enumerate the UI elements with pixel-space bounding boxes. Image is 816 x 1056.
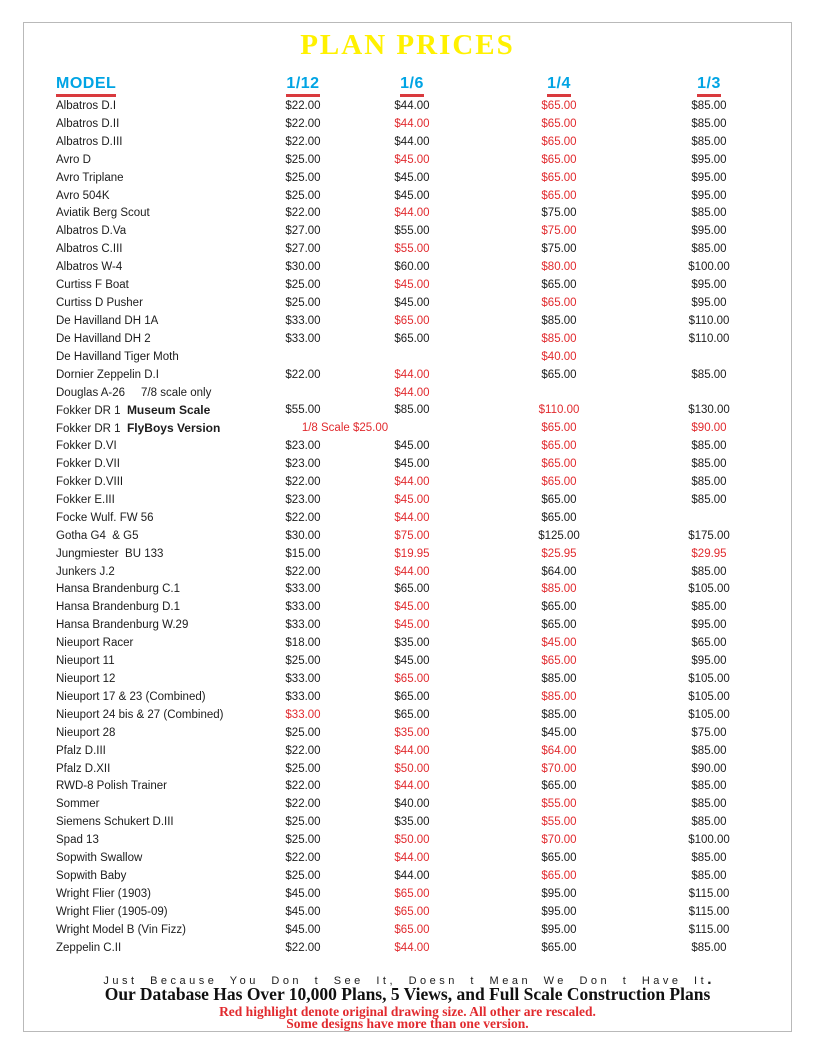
price-cell: $85.00 bbox=[691, 601, 727, 614]
price-cell: $85.00 bbox=[541, 314, 577, 327]
price-cell: $65.00 bbox=[394, 314, 430, 327]
price-cell: $25.00 bbox=[285, 834, 321, 847]
footer-tagline-text: Just Because You Don t See It, Doesn t Mean We Don t Have It bbox=[103, 975, 708, 987]
price-cell: $25.00 bbox=[285, 816, 321, 829]
price-cell: $45.00 bbox=[541, 637, 577, 650]
model-name: Dornier Zeppelin D.I bbox=[56, 368, 159, 381]
price-cell: $44.00 bbox=[394, 744, 430, 757]
price-cell: $44.00 bbox=[394, 117, 430, 130]
table-row bbox=[24, 223, 791, 241]
model-name: De Havilland Tiger Moth bbox=[56, 350, 179, 363]
price-cell: $50.00 bbox=[394, 762, 430, 775]
price-cell: $65.00 bbox=[541, 493, 577, 506]
model-name: Nieuport 28 bbox=[56, 726, 116, 739]
table-row bbox=[24, 814, 791, 832]
price-cell: $22.00 bbox=[285, 135, 321, 148]
table-row bbox=[24, 116, 791, 134]
price-cell: $65.00 bbox=[394, 905, 430, 918]
table-row bbox=[24, 832, 791, 850]
model-name: Sopwith Swallow bbox=[56, 852, 143, 865]
table-row bbox=[24, 170, 791, 188]
price-cell: $25.00 bbox=[285, 153, 321, 166]
price-cell: $85.00 bbox=[691, 117, 727, 130]
price-cell: $45.00 bbox=[394, 619, 430, 632]
table-row bbox=[24, 528, 791, 546]
price-cell: $110.00 bbox=[688, 332, 730, 345]
model-name: Nieuport Racer bbox=[56, 637, 134, 650]
price-cell: $90.00 bbox=[691, 422, 727, 435]
model-name: Curtiss D Pusher bbox=[56, 296, 143, 309]
price-cell: $85.00 bbox=[691, 780, 727, 793]
table-row bbox=[24, 438, 791, 456]
table-row bbox=[24, 188, 791, 206]
price-cell: $64.00 bbox=[541, 744, 577, 757]
footer-database-line: Our Database Has Over 10,000 Plans, 5 Views, and Full Scale Construction Plans bbox=[104, 984, 711, 1004]
price-cell: $22.00 bbox=[285, 368, 321, 381]
price-cell: $35.00 bbox=[394, 816, 430, 829]
price-cell: $33.00 bbox=[285, 314, 321, 327]
model-name: Fokker D.VIII bbox=[56, 476, 124, 489]
model-name: Hansa Brandenburg W.29 bbox=[56, 619, 189, 632]
price-cell: $65.00 bbox=[541, 296, 577, 309]
price-table-rows bbox=[24, 98, 791, 958]
price-cell: $45.00 bbox=[394, 493, 430, 506]
model-name: Albatros D.III bbox=[56, 135, 123, 148]
table-row bbox=[24, 922, 791, 940]
model-name: Albatros W-4 bbox=[56, 261, 123, 274]
price-cell: $44.00 bbox=[394, 476, 430, 489]
price-cell: $75.00 bbox=[541, 225, 577, 238]
price-cell: $29.95 bbox=[691, 547, 727, 560]
price-cell: $105.00 bbox=[688, 708, 730, 721]
table-header bbox=[24, 75, 791, 99]
price-cell: $40.00 bbox=[541, 350, 577, 363]
table-row bbox=[24, 564, 791, 582]
price-cell: $65.00 bbox=[394, 923, 430, 936]
footer-tagline-period: . bbox=[707, 971, 712, 988]
price-cell: $65.00 bbox=[541, 135, 577, 148]
model-name: Fokker DR 1 FlyBoys Version bbox=[56, 421, 221, 436]
price-cell: $85.00 bbox=[691, 852, 727, 865]
price-cell: $23.00 bbox=[285, 440, 321, 453]
price-cell: $45.00 bbox=[541, 726, 577, 739]
price-cell: $22.00 bbox=[285, 100, 321, 112]
table-row bbox=[24, 385, 791, 403]
price-cell: $65.00 bbox=[541, 422, 577, 435]
price-cell: $65.00 bbox=[541, 511, 577, 524]
model-name: De Havilland DH 1A bbox=[56, 314, 159, 327]
price-cell: $85.00 bbox=[691, 798, 727, 811]
table-row bbox=[24, 510, 791, 528]
price-cell: $65.00 bbox=[541, 780, 577, 793]
page-border bbox=[23, 22, 792, 1032]
price-cell: $22.00 bbox=[285, 744, 321, 757]
price-cell: $95.00 bbox=[691, 153, 727, 166]
table-row bbox=[24, 420, 791, 438]
price-cell: $75.00 bbox=[394, 529, 430, 542]
table-row bbox=[24, 850, 791, 868]
model-name: Avro 504K bbox=[56, 189, 110, 202]
table-row bbox=[24, 152, 791, 170]
price-cell: $65.00 bbox=[394, 708, 430, 721]
price-cell: $44.00 bbox=[394, 135, 430, 148]
price-span-cell: 1/8 Scale $25.00 bbox=[301, 422, 389, 435]
price-cell: $22.00 bbox=[285, 780, 321, 793]
price-cell: $45.00 bbox=[394, 458, 430, 471]
table-row bbox=[24, 402, 791, 420]
price-cell: $45.00 bbox=[285, 905, 321, 918]
table-row bbox=[24, 689, 791, 707]
price-cell: $65.00 bbox=[394, 887, 430, 900]
model-name: De Havilland DH 2 bbox=[56, 332, 151, 345]
price-cell: $22.00 bbox=[285, 565, 321, 578]
price-cell: $30.00 bbox=[285, 261, 321, 274]
price-cell: $85.00 bbox=[541, 690, 577, 703]
price-cell: $65.00 bbox=[541, 941, 577, 954]
price-cell: $100.00 bbox=[688, 261, 730, 274]
price-cell: $45.00 bbox=[285, 923, 321, 936]
price-cell: $85.00 bbox=[691, 493, 727, 506]
price-cell: $22.00 bbox=[285, 476, 321, 489]
price-cell: $85.00 bbox=[394, 404, 430, 417]
price-cell: $25.00 bbox=[285, 171, 321, 184]
price-cell: $85.00 bbox=[541, 332, 577, 345]
price-cell: $25.00 bbox=[285, 296, 321, 309]
price-cell: $85.00 bbox=[541, 673, 577, 685]
model-name: Wright Flier (1903) bbox=[56, 887, 152, 900]
table-row bbox=[24, 653, 791, 671]
price-cell: $64.00 bbox=[541, 565, 577, 578]
price-cell: $65.00 bbox=[541, 279, 577, 292]
model-name: Hansa Brandenburg C.1 bbox=[56, 583, 181, 596]
column-header-1-3: 1/3 bbox=[659, 75, 759, 97]
price-cell: $45.00 bbox=[394, 153, 430, 166]
price-cell: $95.00 bbox=[691, 655, 727, 668]
price-cell: $115.00 bbox=[688, 887, 730, 900]
model-name: Fokker DR 1 Museum Scale bbox=[56, 403, 211, 418]
price-cell: $30.00 bbox=[285, 529, 321, 542]
price-cell: $85.00 bbox=[691, 440, 727, 453]
model-variant-label: Museum Scale bbox=[126, 403, 211, 418]
price-cell: $33.00 bbox=[285, 708, 321, 721]
model-name: Aviatik Berg Scout bbox=[56, 207, 150, 220]
column-header-1-4: 1/4 bbox=[509, 75, 609, 97]
price-cell: $65.00 bbox=[541, 100, 577, 112]
price-cell: $105.00 bbox=[688, 583, 730, 596]
price-cell: $85.00 bbox=[691, 476, 727, 489]
price-cell: $75.00 bbox=[541, 207, 577, 220]
price-cell: $85.00 bbox=[691, 744, 727, 757]
price-cell: $33.00 bbox=[285, 601, 321, 614]
footer-red-note-2: Some designs have more than one version. bbox=[286, 1016, 529, 1031]
model-name: Spad 13 bbox=[56, 834, 99, 847]
price-cell: $85.00 bbox=[691, 941, 727, 954]
table-row bbox=[24, 707, 791, 725]
price-cell: $23.00 bbox=[285, 458, 321, 471]
price-cell: $175.00 bbox=[688, 529, 730, 542]
price-cell: $25.00 bbox=[285, 869, 321, 882]
model-name: Albatros D.I bbox=[56, 100, 117, 112]
price-cell: $55.00 bbox=[285, 404, 321, 417]
price-cell: $65.00 bbox=[541, 476, 577, 489]
column-header-1-12: 1/12 bbox=[253, 75, 353, 97]
price-cell: $45.00 bbox=[394, 601, 430, 614]
table-row bbox=[24, 492, 791, 510]
model-name: Hansa Brandenburg D.1 bbox=[56, 601, 181, 614]
price-cell: $105.00 bbox=[688, 690, 730, 703]
price-cell: $33.00 bbox=[285, 583, 321, 596]
price-cell: $33.00 bbox=[285, 690, 321, 703]
price-cell: $44.00 bbox=[394, 852, 430, 865]
model-name: Nieuport 24 bis & 27 (Combined) bbox=[56, 708, 224, 721]
price-cell: $55.00 bbox=[541, 798, 577, 811]
price-cell: $95.00 bbox=[691, 225, 727, 238]
model-name: Fokker E.III bbox=[56, 493, 115, 506]
price-cell: $25.00 bbox=[285, 655, 321, 668]
price-cell: $27.00 bbox=[285, 243, 321, 256]
table-row bbox=[24, 904, 791, 922]
price-cell: $70.00 bbox=[541, 834, 577, 847]
price-cell: $85.00 bbox=[691, 816, 727, 829]
table-row bbox=[24, 456, 791, 474]
price-cell: $65.00 bbox=[394, 690, 430, 703]
model-name: Pfalz D.XII bbox=[56, 762, 111, 775]
table-row bbox=[24, 295, 791, 313]
table-row bbox=[24, 671, 791, 689]
price-cell: $25.00 bbox=[285, 726, 321, 739]
price-cell: $85.00 bbox=[691, 458, 727, 471]
model-name: Sommer bbox=[56, 798, 100, 811]
model-name: Zeppelin C.II bbox=[56, 941, 122, 954]
model-name: Junkers J.2 bbox=[56, 565, 115, 578]
price-cell: $65.00 bbox=[541, 171, 577, 184]
price-cell: $95.00 bbox=[691, 189, 727, 202]
model-name: Nieuport 12 bbox=[56, 673, 116, 685]
model-name: Nieuport 17 & 23 (Combined) bbox=[56, 690, 206, 703]
model-name: Avro D bbox=[56, 153, 91, 166]
price-cell: $25.00 bbox=[285, 189, 321, 202]
table-row bbox=[24, 546, 791, 564]
price-cell: $44.00 bbox=[394, 368, 430, 381]
price-cell: $35.00 bbox=[394, 726, 430, 739]
model-name: Focke Wulf. FW 56 bbox=[56, 511, 154, 524]
price-cell: $55.00 bbox=[394, 225, 430, 238]
model-name: Wright Flier (1905-09) bbox=[56, 905, 168, 918]
price-cell: $44.00 bbox=[394, 869, 430, 882]
model-name: Pfalz D.III bbox=[56, 744, 106, 757]
column-header-1-6: 1/6 bbox=[362, 75, 462, 97]
price-cell: $85.00 bbox=[541, 708, 577, 721]
table-row bbox=[24, 277, 791, 295]
price-cell: $45.00 bbox=[394, 296, 430, 309]
price-cell: $27.00 bbox=[285, 225, 321, 238]
price-cell: $65.00 bbox=[394, 583, 430, 596]
model-name: Jungmiester BU 133 bbox=[56, 547, 164, 560]
table-row bbox=[24, 868, 791, 886]
price-cell: $65.00 bbox=[691, 637, 727, 650]
model-name: Albatros D.Va bbox=[56, 225, 127, 238]
price-cell: $44.00 bbox=[394, 386, 430, 399]
price-cell: $23.00 bbox=[285, 493, 321, 506]
model-name: Sopwith Baby bbox=[56, 869, 127, 882]
table-row bbox=[24, 778, 791, 796]
price-cell: $85.00 bbox=[691, 100, 727, 112]
price-cell: $85.00 bbox=[691, 135, 727, 148]
price-cell: $95.00 bbox=[541, 905, 577, 918]
price-cell: $95.00 bbox=[541, 887, 577, 900]
price-cell: $44.00 bbox=[394, 780, 430, 793]
table-row bbox=[24, 581, 791, 599]
column-header-model: MODEL bbox=[56, 75, 116, 97]
price-cell: $115.00 bbox=[688, 923, 730, 936]
model-name: Avro Triplane bbox=[56, 171, 124, 184]
price-cell: $35.00 bbox=[394, 637, 430, 650]
price-cell: $22.00 bbox=[285, 941, 321, 954]
price-cell: $65.00 bbox=[541, 601, 577, 614]
table-row bbox=[24, 349, 791, 367]
model-name: RWD-8 Polish Trainer bbox=[56, 780, 167, 793]
price-cell: $110.00 bbox=[538, 404, 580, 417]
price-cell: $75.00 bbox=[691, 726, 727, 739]
price-cell: $45.00 bbox=[394, 440, 430, 453]
price-cell: $65.00 bbox=[541, 440, 577, 453]
price-cell: $33.00 bbox=[285, 332, 321, 345]
price-cell: $65.00 bbox=[541, 852, 577, 865]
price-cell: $85.00 bbox=[691, 368, 727, 381]
price-cell: $44.00 bbox=[394, 941, 430, 954]
price-cell: $85.00 bbox=[691, 869, 727, 882]
model-name: Nieuport 11 bbox=[56, 655, 115, 668]
table-row bbox=[24, 98, 791, 116]
price-cell: $50.00 bbox=[394, 834, 430, 847]
table-row bbox=[24, 725, 791, 743]
price-cell: $45.00 bbox=[394, 655, 430, 668]
price-cell: $85.00 bbox=[691, 207, 727, 220]
model-name: Fokker D.VII bbox=[56, 458, 120, 471]
price-cell: $100.00 bbox=[688, 834, 730, 847]
price-cell: $70.00 bbox=[541, 762, 577, 775]
price-cell: $22.00 bbox=[285, 207, 321, 220]
footer-red-note-1: Red highlight denote original drawing size. All other are rescaled. bbox=[219, 1004, 596, 1019]
table-row bbox=[24, 796, 791, 814]
price-cell: $45.00 bbox=[394, 189, 430, 202]
price-cell: $25.00 bbox=[285, 762, 321, 775]
price-cell: $125.00 bbox=[538, 529, 580, 542]
price-cell: $85.00 bbox=[541, 583, 577, 596]
price-cell: $65.00 bbox=[541, 368, 577, 381]
price-cell: $85.00 bbox=[691, 243, 727, 256]
table-row bbox=[24, 205, 791, 223]
model-name: Albatros C.III bbox=[56, 243, 123, 256]
price-cell: $44.00 bbox=[394, 565, 430, 578]
price-cell: $25.95 bbox=[541, 547, 577, 560]
price-cell: $65.00 bbox=[394, 673, 430, 685]
table-row bbox=[24, 599, 791, 617]
price-cell: $105.00 bbox=[688, 673, 730, 685]
price-cell: $110.00 bbox=[688, 314, 730, 327]
price-cell: $60.00 bbox=[394, 261, 430, 274]
model-variant-label: FlyBoys Version bbox=[126, 421, 221, 436]
price-cell: $85.00 bbox=[691, 565, 727, 578]
model-name: Wright Model B (Vin Fizz) bbox=[56, 923, 186, 936]
table-row bbox=[24, 761, 791, 779]
price-cell: $80.00 bbox=[541, 261, 577, 274]
model-name: Gotha G4 & G5 bbox=[56, 529, 139, 542]
price-cell: $95.00 bbox=[541, 923, 577, 936]
price-cell: $130.00 bbox=[688, 404, 730, 417]
table-row bbox=[24, 367, 791, 385]
price-cell: $65.00 bbox=[541, 153, 577, 166]
price-cell: $22.00 bbox=[285, 798, 321, 811]
table-row bbox=[24, 886, 791, 904]
price-cell: $65.00 bbox=[541, 189, 577, 202]
price-cell: $55.00 bbox=[541, 816, 577, 829]
price-cell: $75.00 bbox=[541, 243, 577, 256]
price-cell: $65.00 bbox=[541, 655, 577, 668]
table-row bbox=[24, 259, 791, 277]
price-cell: $95.00 bbox=[691, 171, 727, 184]
model-name: Curtiss F Boat bbox=[56, 279, 129, 292]
price-cell: $22.00 bbox=[285, 117, 321, 130]
price-cell: $33.00 bbox=[285, 619, 321, 632]
table-row bbox=[24, 241, 791, 259]
price-cell: $44.00 bbox=[394, 100, 430, 112]
price-cell: $115.00 bbox=[688, 905, 730, 918]
table-row bbox=[24, 940, 791, 958]
price-cell: $22.00 bbox=[285, 852, 321, 865]
table-row bbox=[24, 617, 791, 635]
price-cell: $95.00 bbox=[691, 619, 727, 632]
model-name: Fokker D.VI bbox=[56, 440, 117, 453]
table-row bbox=[24, 331, 791, 349]
price-cell: $44.00 bbox=[394, 207, 430, 220]
price-cell: $65.00 bbox=[541, 869, 577, 882]
price-cell: $65.00 bbox=[541, 619, 577, 632]
model-name: Albatros D.II bbox=[56, 117, 120, 130]
price-cell: $65.00 bbox=[541, 458, 577, 471]
price-cell: $65.00 bbox=[541, 117, 577, 130]
price-cell: $45.00 bbox=[285, 887, 321, 900]
page-title: PLAN PRICES bbox=[300, 29, 515, 61]
price-cell: $19.95 bbox=[394, 547, 430, 560]
table-row bbox=[24, 134, 791, 152]
price-cell: $55.00 bbox=[394, 243, 430, 256]
table-row bbox=[24, 474, 791, 492]
price-cell: $25.00 bbox=[285, 279, 321, 292]
price-cell: $45.00 bbox=[394, 171, 430, 184]
price-cell: $95.00 bbox=[691, 296, 727, 309]
price-cell: $95.00 bbox=[691, 279, 727, 292]
price-cell: $18.00 bbox=[285, 637, 321, 650]
price-cell: $22.00 bbox=[285, 511, 321, 524]
price-cell: $90.00 bbox=[691, 762, 727, 775]
price-cell: $33.00 bbox=[285, 673, 321, 685]
price-cell: $40.00 bbox=[394, 798, 430, 811]
price-cell: $44.00 bbox=[394, 511, 430, 524]
table-row bbox=[24, 313, 791, 331]
model-name: Douglas A-26 7/8 scale only bbox=[56, 386, 212, 399]
price-cell: $45.00 bbox=[394, 279, 430, 292]
table-row bbox=[24, 635, 791, 653]
table-row bbox=[24, 743, 791, 761]
price-cell: $65.00 bbox=[394, 332, 430, 345]
price-cell: $15.00 bbox=[285, 547, 321, 560]
model-name: Siemens Schukert D.III bbox=[56, 816, 174, 829]
